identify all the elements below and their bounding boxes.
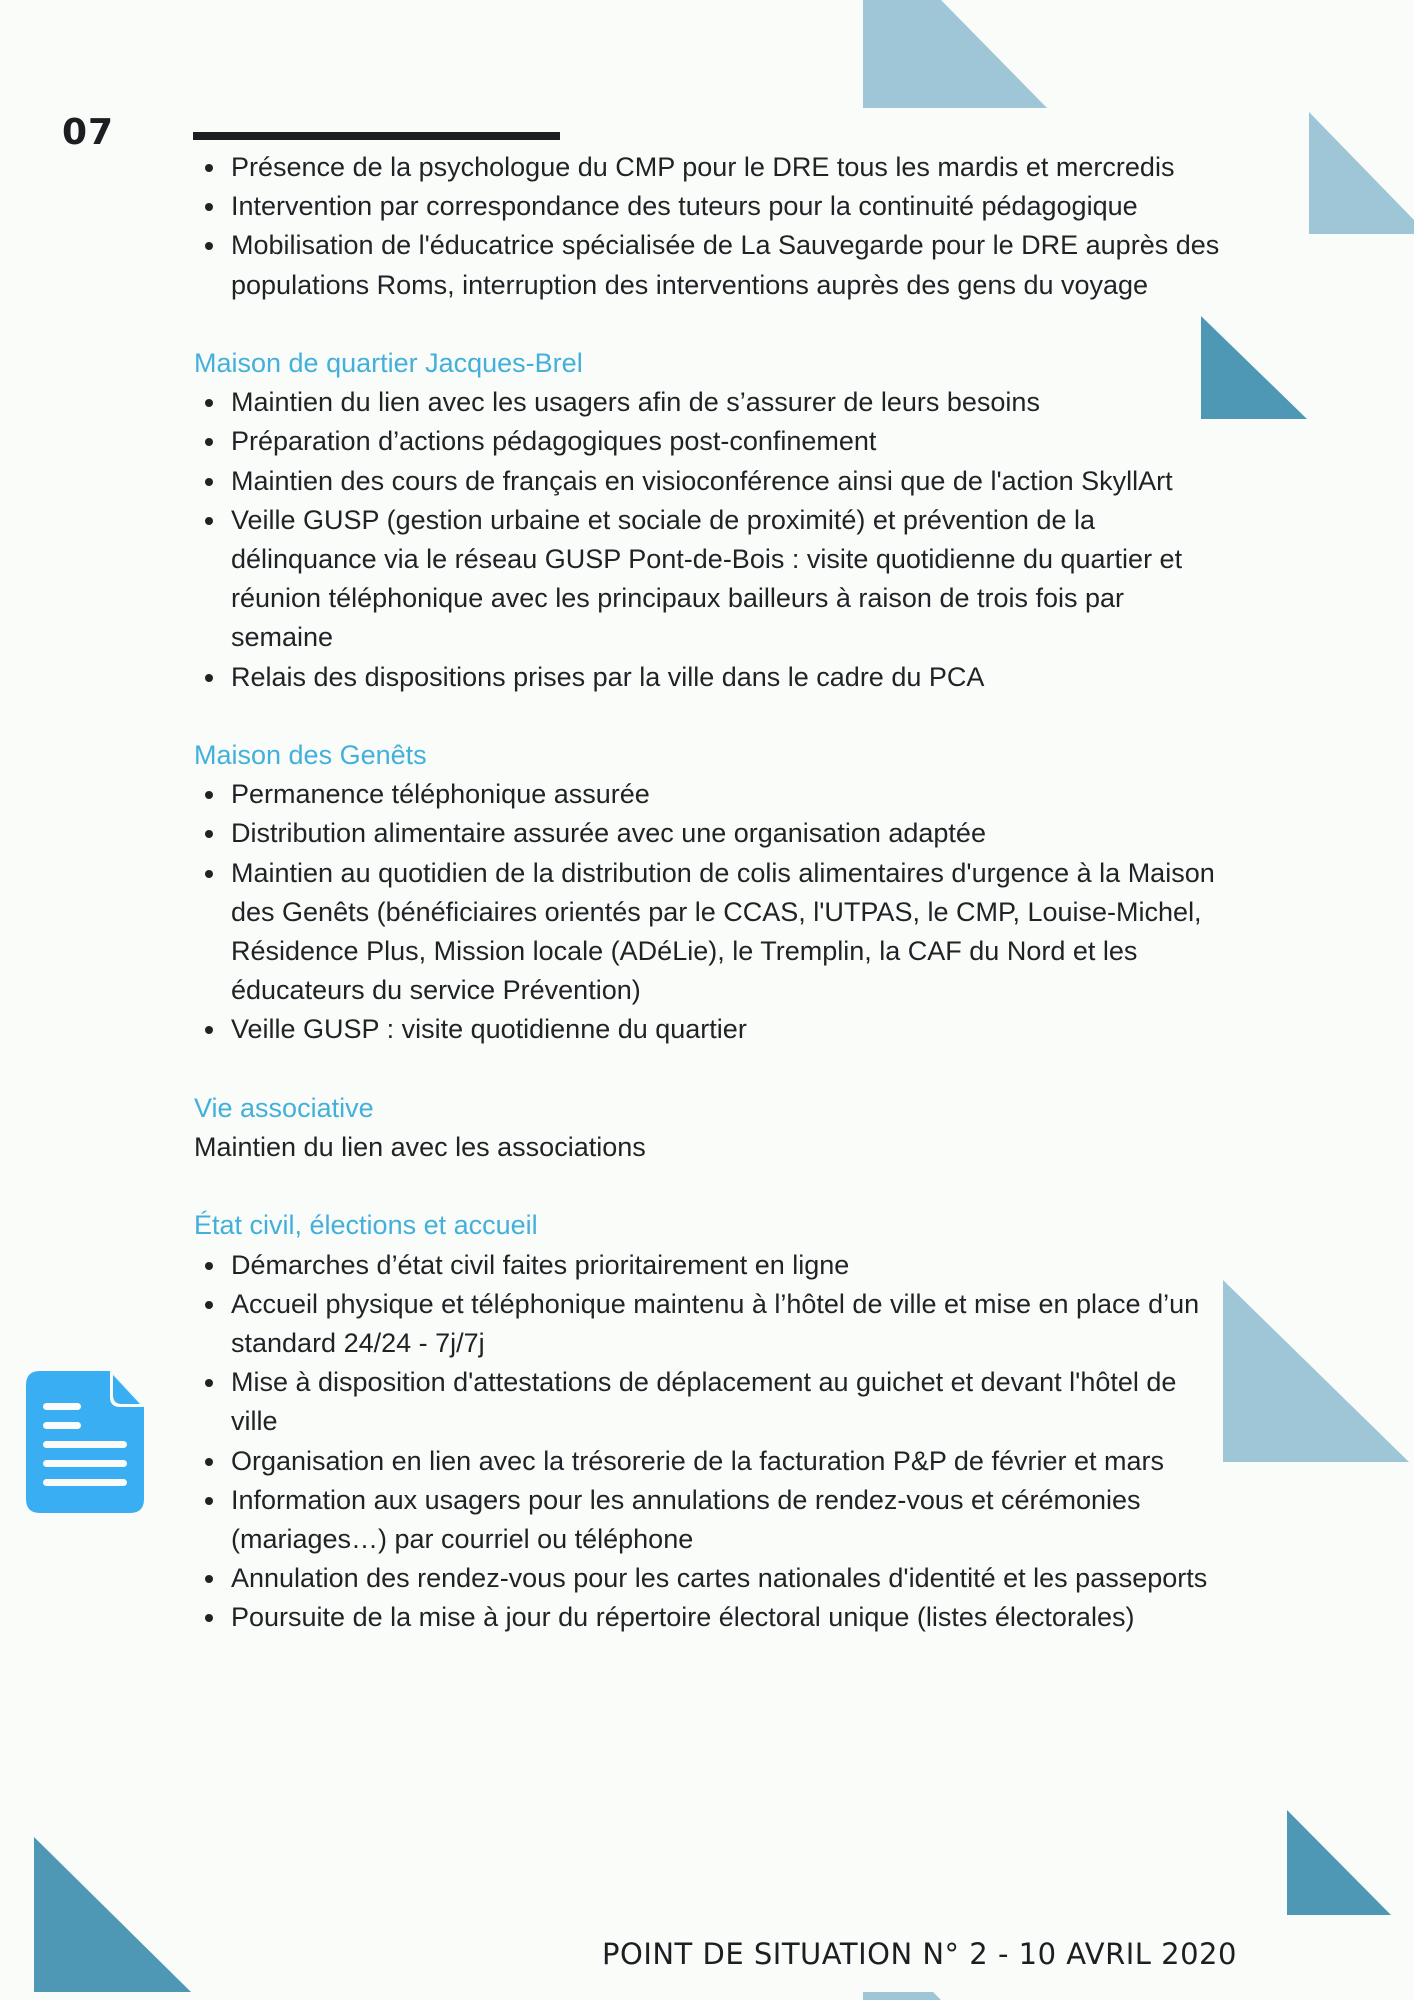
list-item: Annulation des rendez-vous pour les cartes nationales d'identité et les passeports bbox=[194, 1559, 1224, 1598]
triangle-lower-right bbox=[1223, 1280, 1409, 1462]
page-number: 07 bbox=[62, 112, 115, 153]
section-list bbox=[194, 775, 1224, 1049]
list-item: Veille GUSP : visite quotidienne du quartier bbox=[194, 1010, 1224, 1049]
list-item: Maintien au quotidien de la distribution de colis alimentaires d'urgence à la Maison des Genêts (bénéficiaires orientés par le CCAS, l'UTPAS, le CMP, Louise-Michel, Résidence Plus, Mission locale (ADéLie), le Tremplin, la CAF du Nord et les éducateurs du service Prévention) bbox=[194, 854, 1224, 1011]
triangle-bottom-left-dark bbox=[34, 1837, 191, 1992]
list-item: Maintien des cours de français en visioconférence ainsi que de l'action SkyllArt bbox=[194, 462, 1224, 501]
section-genets bbox=[194, 736, 1224, 1050]
list-item: Intervention par correspondance des tuteurs pour la continuité pédagogique bbox=[194, 187, 1224, 226]
section-jacques-brel bbox=[194, 344, 1224, 697]
list-item: Préparation d’actions pédagogiques post-confinement bbox=[194, 422, 1224, 461]
triangle-top bbox=[863, 0, 1047, 108]
section-title: Maison des Genêts bbox=[194, 740, 427, 771]
section-vie-associative bbox=[194, 1089, 1224, 1167]
page-content bbox=[194, 148, 1224, 1638]
triangle-bottom-center bbox=[863, 1992, 941, 2000]
section-text: Maintien du lien avec les associations bbox=[194, 1132, 646, 1163]
list-item: Poursuite de la mise à jour du répertoire électoral unique (listes électorales) bbox=[194, 1598, 1224, 1637]
footer-title: POINT DE SITUATION N° 2 - 10 AVRIL 2020 bbox=[602, 1937, 1237, 1971]
section-title: État civil, élections et accueil bbox=[194, 1210, 538, 1241]
section-title: Maison de quartier Jacques-Brel bbox=[194, 348, 583, 378]
list-item: Veille GUSP (gestion urbaine et sociale de proximité) et prévention de la délinquance via le réseau GUSP Pont-de-Bois : visite quotidienne du quartier et réunion téléphonique avec les principaux bailleurs à raison de trois fois par semaine bbox=[194, 501, 1224, 658]
list-item: Accueil physique et téléphonique maintenu à l’hôtel de ville et mise en place d’un standard 24/24 - 7j/7j bbox=[194, 1285, 1224, 1363]
section-list bbox=[194, 1246, 1224, 1638]
intro-list bbox=[194, 148, 1224, 305]
list-item: Permanence téléphonique assurée bbox=[194, 775, 1224, 814]
list-item: Démarches d’état civil faites prioritairement en ligne bbox=[194, 1246, 1224, 1285]
section-etat-civil bbox=[194, 1206, 1224, 1637]
list-item: Organisation en lien avec la trésorerie de la facturation P&P de février et mars bbox=[194, 1442, 1224, 1481]
list-item: Maintien du lien avec les usagers afin de s’assurer de leurs besoins bbox=[194, 383, 1224, 422]
header-rule bbox=[193, 132, 560, 140]
triangle-bottom-right-dark bbox=[1287, 1810, 1391, 1915]
section-title: Vie associative bbox=[194, 1092, 374, 1123]
document-icon bbox=[26, 1371, 144, 1513]
list-item: Mise à disposition d'attestations de déplacement au guichet et devant l'hôtel de ville bbox=[194, 1363, 1224, 1441]
list-item: Distribution alimentaire assurée avec une organisation adaptée bbox=[194, 814, 1224, 853]
list-item: Information aux usagers pour les annulations de rendez-vous et cérémonies (mariages…) par courriel ou téléphone bbox=[194, 1481, 1224, 1559]
list-item: Présence de la psychologue du CMP pour le DRE tous les mardis et mercredis bbox=[194, 148, 1224, 187]
list-item: Relais des dispositions prises par la ville dans le cadre du PCA bbox=[194, 658, 1224, 697]
triangle-upper-right bbox=[1309, 112, 1414, 234]
list-item: Mobilisation de l'éducatrice spécialisée de La Sauvegarde pour le DRE auprès des populations Roms, interruption des interventions auprès des gens du voyage bbox=[194, 226, 1224, 304]
section-list bbox=[194, 383, 1224, 697]
